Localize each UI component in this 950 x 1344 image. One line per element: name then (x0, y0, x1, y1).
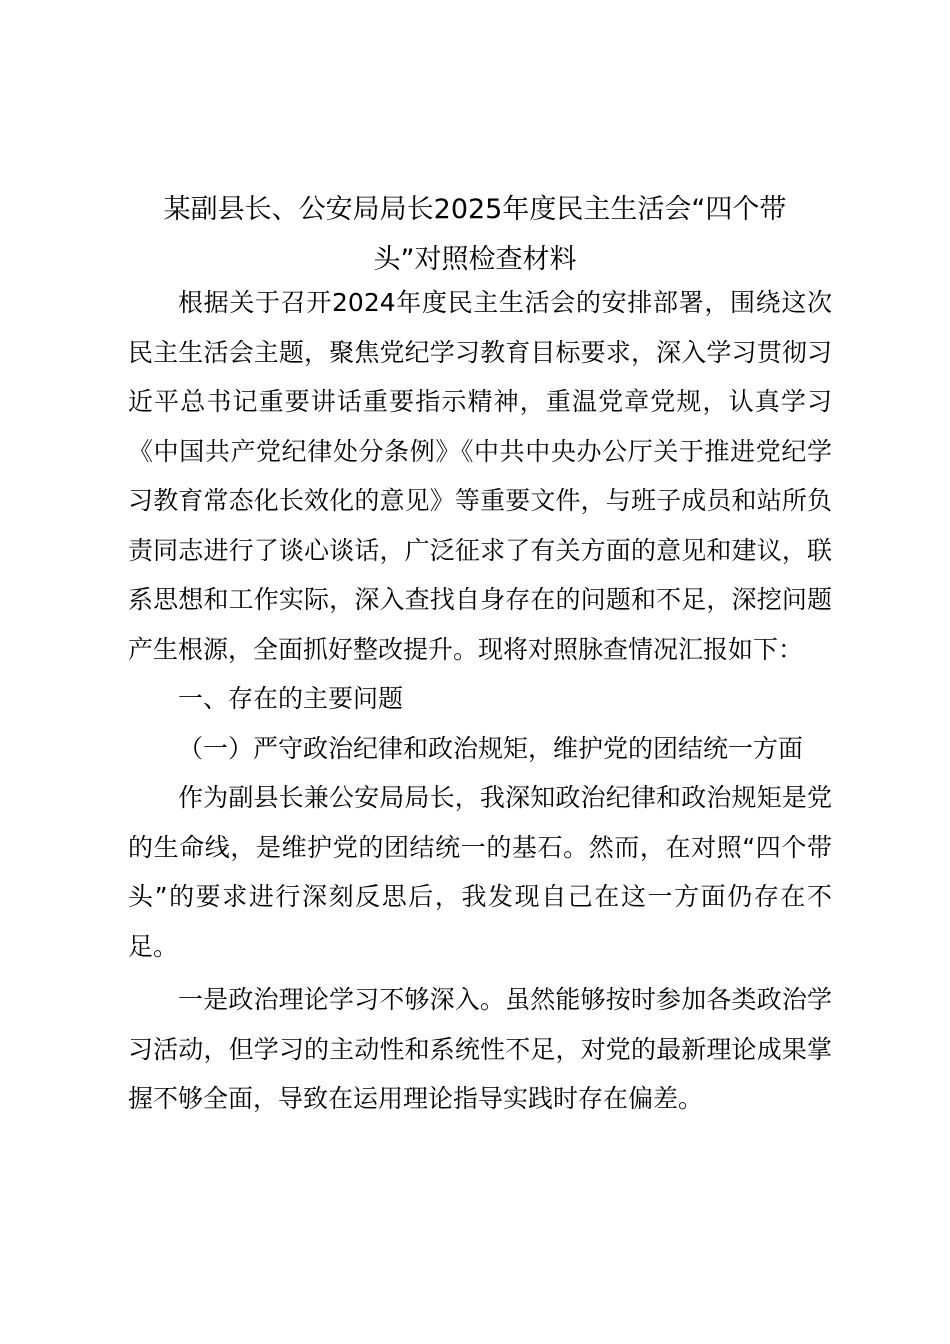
document-body (128, 278, 832, 1124)
paragraph-intro: 根据关于召开2024年度民主生活会的安排部署，围绕这次民主生活会主题，聚焦党纪学习教育目标要求，深入学习贯彻习近平总书记重要讲话重要指示精神，重温党章党规，认真学习《中国共产党纪律处分条例》《中共中央办公厅关于推进党纪学习教育常态化长效化的意见》等重要文件，与班子成员和站所负责同志进行了谈心谈话，广泛征求了有关方面的意见和建议，联系思想和工作实际，深入查找自身存在的问题和不足，深挖问题产生根源，全面抓好整改提升。现将对照脉查情况汇报如下： (128, 288, 832, 664)
title-line-2: 头”对照检查材料 (373, 244, 577, 275)
document-title (120, 185, 830, 285)
paragraph-political-discipline: 作为副县长兼公安局局长，我深知政治纪律和政治规矩是党的生命线，是维护党的团结统一的基石。然而，在对照“四个带头”的要求进行深刻反思后，我发现自己在这一方面仍存在不足。 (128, 783, 832, 961)
section-heading-main-problems: 一、存在的主要问题 (178, 684, 404, 713)
subsection-heading-political-discipline: （一）严守政治纪律和政治规矩，维护党的团结统一方面 (178, 733, 804, 763)
title-line-1: 某副县长、公安局局长2025年度民主生活会“四个带 (163, 194, 787, 225)
paragraph-theory-study: 一是政治理论学习不够深入。虽然能够按时参加各类政治学习活动，但学习的主动性和系统性不足，对党的最新理论成果掌握不够全面，导致在运用理论指导实践时存在偏差。 (128, 985, 832, 1113)
